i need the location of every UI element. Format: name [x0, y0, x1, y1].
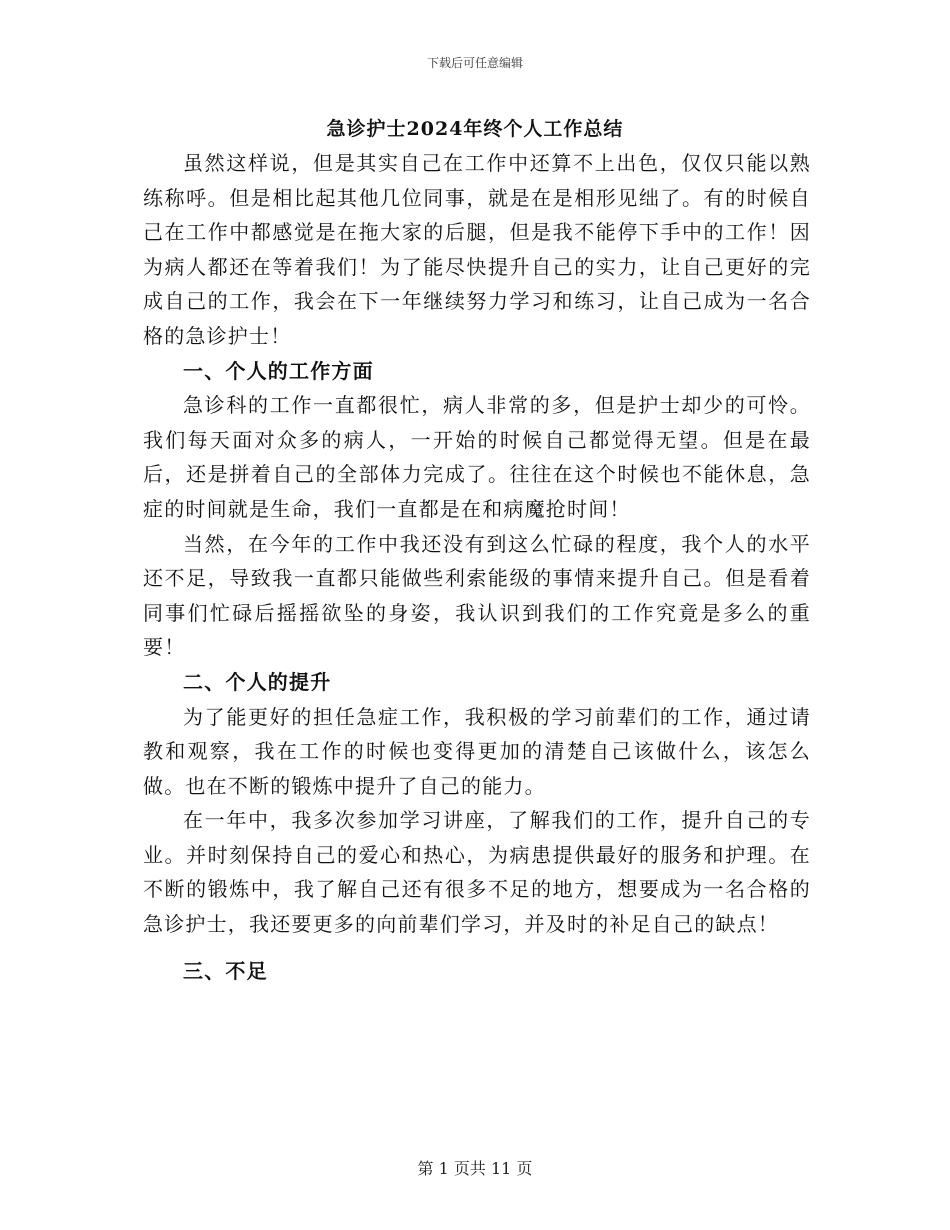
header-note: 下载后可任意编辑 — [426, 56, 523, 70]
section-heading-improvement: 二、个人的提升 — [183, 669, 332, 694]
section1-paragraph-1: 急诊科的工作一直都很忙，病人非常的多，但是护士却少的可怜。我们每天面对众多的病人，一开始的时候自己都觉得无望。但是在最后，还是拼着自己的全部体力完成了。往往在这个时候也不能休息，急症的时间就是生命，我们一直都是在和病魔抢时间！ — [143, 393, 811, 521]
section1-paragraph-2: 当然，在今年的工作中我还没有到这么忙碌的程度，我个人的水平还不足，导致我一直都只能做些利索能级的事情来提升自己。但是看着同事们忙碌后摇摇欲坠的身姿，我认识到我们的工作究竟是多么的重要！ — [143, 531, 811, 660]
document-body — [143, 146, 811, 988]
intro-paragraph: 虽然这样说，但是其实自己在工作中还算不上出色，仅仅只能以熟练称呼。但是相比起其他几位同事，就是在是相形见绌了。有的时候自己在工作中都感觉是在拖大家的后腿，但是我不能停下手中的工作！因为病人都还在等着我们！为了能尽快提升自己的实力，让自己更好的完成自己的工作，我会在下一年继续努力学习和练习，让自己成为一名合格的急诊护士！ — [143, 151, 811, 348]
section-heading-shortcomings: 三、不足 — [183, 958, 268, 983]
page-footer: 第 1 页共 11 页 — [417, 1159, 533, 1178]
section-heading-work: 一、个人的工作方面 — [183, 358, 374, 383]
section2-paragraph-1: 为了能更好的担任急症工作，我积极的学习前辈们的工作，通过请教和观察，我在工作的时候也变得更加的清楚自己该做什么，该怎么做。也在不断的锻炼中提升了自己的能力。 — [143, 704, 811, 798]
document-title: 急诊护士2024年终个人工作总结 — [326, 118, 624, 140]
section2-paragraph-2: 在一年中，我多次参加学习讲座，了解我们的工作，提升自己的专业。并时刻保持自己的爱心和热心，为病患提供最好的服务和护理。在不断的锻炼中，我了解自己还有很多不足的地方，想要成为一名合格的急诊护士，我还要更多的向前辈们学习，并及时的补足自己的缺点！ — [143, 808, 811, 937]
